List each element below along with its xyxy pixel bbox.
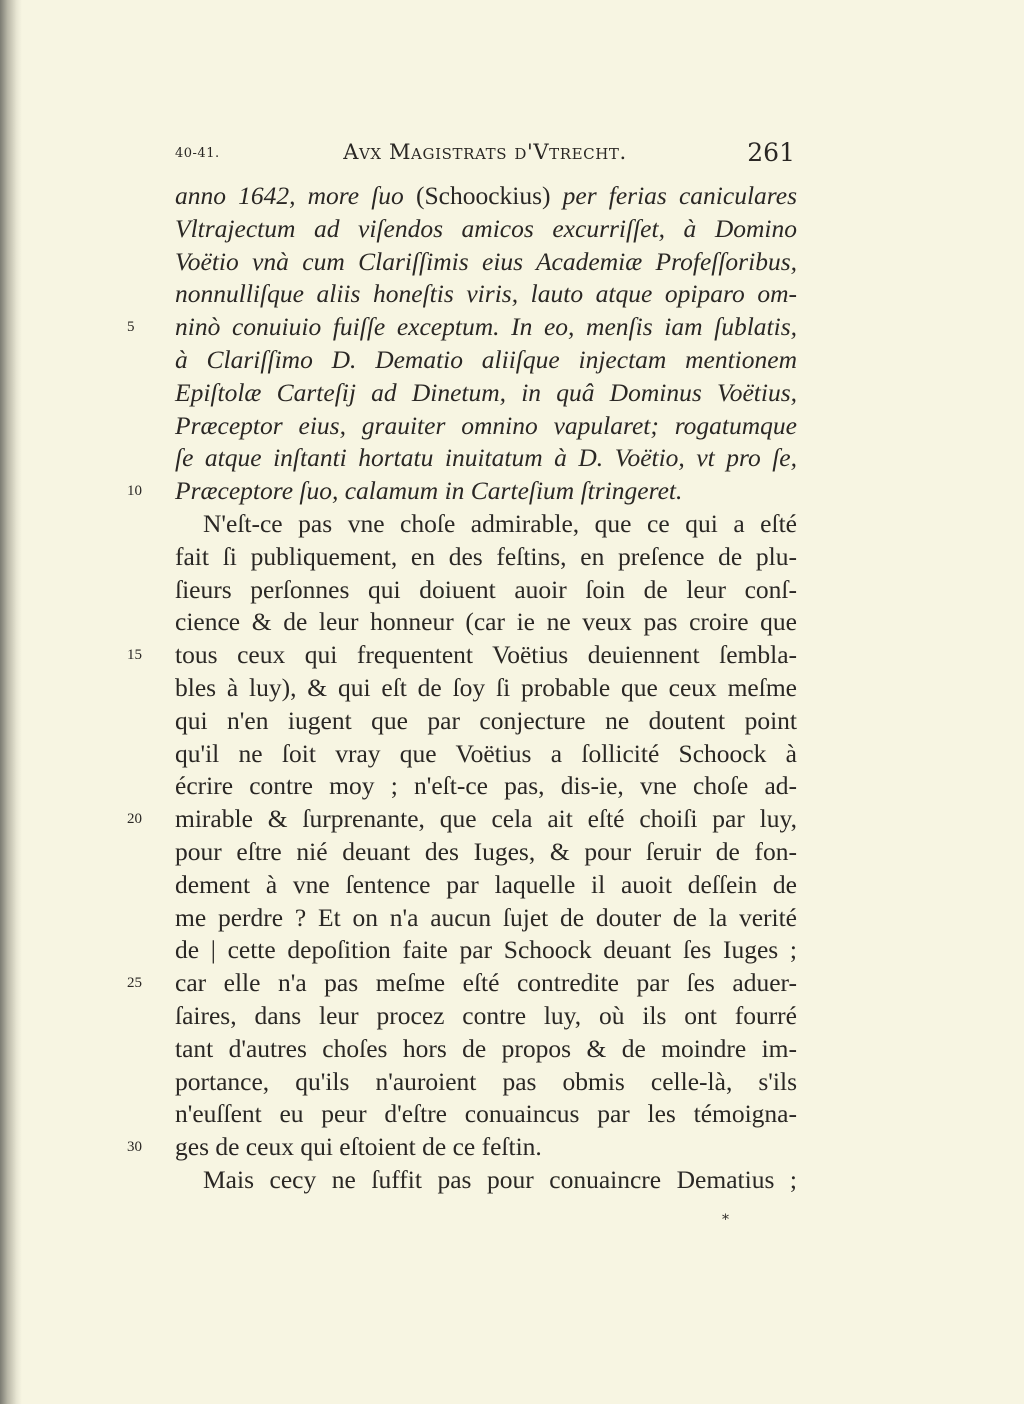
page-number: 261 [747,138,795,167]
line-text: me perdre ? Et on n'a aucun ſujet de douter de la verité [175,902,797,932]
line-text: ſe atque inſtanti hortatu inuitatum à D. Voëtio, vt pro ſe, [175,443,797,473]
line-text: fait ſi publiquement, en des feſtins, en preſence de plu- [175,541,797,571]
line-text: ges de ceux qui eſtoient de ce feſtin. [175,1132,542,1162]
line-text: tous ceux qui frequentent Voëtius deuiennent ſembla- [175,640,797,670]
line-number: 15 [127,647,142,664]
line-text: ſieurs perſonnes qui doiuent auoir ſoin de leur conſ- [175,574,797,604]
line-number: 30 [127,1139,142,1156]
text-line [175,246,797,279]
text-line [175,344,797,377]
line-text: pour eſtre nié deuant des Iuges, & pour ſeruir de fon- [175,836,797,866]
text-line [127,1131,797,1164]
text-line [175,1098,797,1131]
text-line [127,639,797,672]
line-text: cience & de leur honneur (car ie ne veux pas croire que [175,607,797,637]
text-line [175,672,797,705]
line-text: nonnulliſque aliis honeſtis viris, lauto atque opiparo om- [175,279,797,309]
text-line [127,311,797,344]
line-text: dement à vne ſentence par laquelle il auoit deſſein de [175,869,797,899]
line-text: portance, qu'ils n'auroient pas obmis celle-là, s'ils [175,1066,797,1096]
text-line [175,770,797,803]
catchword-mark: * [722,1212,729,1228]
text-line [175,508,797,541]
text-line [175,442,797,475]
line-text: Mais cecy ne ſuffit pas pour conuaincre Dematius ; [203,1164,797,1194]
text-line [175,902,797,935]
line-text: à Clariſſimo D. Dematio aliiſque injectam mentionem [175,344,797,374]
text-segment: anno 1642, more ſuo [175,181,416,210]
line-number: 20 [127,811,142,828]
text-line [175,213,797,246]
text-line [175,869,797,902]
text-line [175,410,797,443]
line-text: qui n'en iugent que par conjecture ne doutent point [175,705,797,735]
folio-years: 40-41. [175,146,220,161]
running-head [175,136,795,170]
line-text: écrire contre moy ; n'eſt-ce pas, dis-ie, vne choſe ad- [175,771,797,801]
line-number: 25 [127,975,142,992]
line-text: Præceptore ſuo, calamum in Carteſium ſtringeret. [175,476,683,506]
text-segment: per ferias caniculares [550,181,798,210]
text-line [127,475,797,508]
line-text: n'euſſent eu peur d'eſtre conuaincus par les témoigna- [175,1099,797,1129]
line-text: Epiſtolæ Carteſij ad Dinetum, in quâ Dominus Voëtius, [175,377,797,407]
text-line [175,934,797,967]
text-segment: (Schoockius) [415,181,551,210]
running-title: Avx Magistrats d'Vtrecht. [343,140,627,164]
text-line [175,1164,797,1197]
line-number: 10 [127,483,142,500]
text-line [175,1033,797,1066]
line-text: Voëtio vnà cum Clariſſimis eius Academiæ Profeſſoribus, [175,246,797,276]
line-text: qu'il ne ſoit vray que Voëtius a ſollicité Schoock à [175,738,797,768]
text-line [127,967,797,1000]
text-line [175,705,797,738]
text-line [175,738,797,771]
text-line [175,1066,797,1099]
line-text: de | cette depoſition faite par Schoock deuant ſes Iuges ; [175,935,797,965]
text-line [127,803,797,836]
line-text: bles à luy), & qui eſt de ſoy ſi probable que ceux meſme [175,672,797,702]
body-text [127,180,798,1197]
line-text: tant d'autres choſes hors de propos & de moindre im- [175,1033,797,1063]
text-line [175,541,797,574]
text-line [175,377,797,410]
line-text: Præceptor eius, grauiter omnino vapularet; rogatumque [175,410,797,440]
text-line [175,1000,797,1033]
line-text: N'eſt-ce pas vne choſe admirable, que ce qui a eſté [203,508,797,538]
line-text: car elle n'a pas meſme eſté contredite par ſes aduer- [175,968,797,998]
line-text: Vltrajectum ad viſendos amicos excurriſſet, à Domino [175,213,797,243]
text-line [175,574,797,607]
text-line [175,836,797,869]
line-text: mirable & ſurprenante, que cela ait eſté choiſi par luy, [175,804,797,834]
text-line [175,180,797,213]
text-line [175,278,797,311]
line-text: ninò conuiuio fuiſſe exceptum. In eo, menſis iam ſublatis, [175,312,797,342]
line-number: 5 [127,319,135,336]
line-text: ſaires, dans leur procez contre luy, où ils ont fourré [175,1000,797,1030]
text-line [175,606,797,639]
